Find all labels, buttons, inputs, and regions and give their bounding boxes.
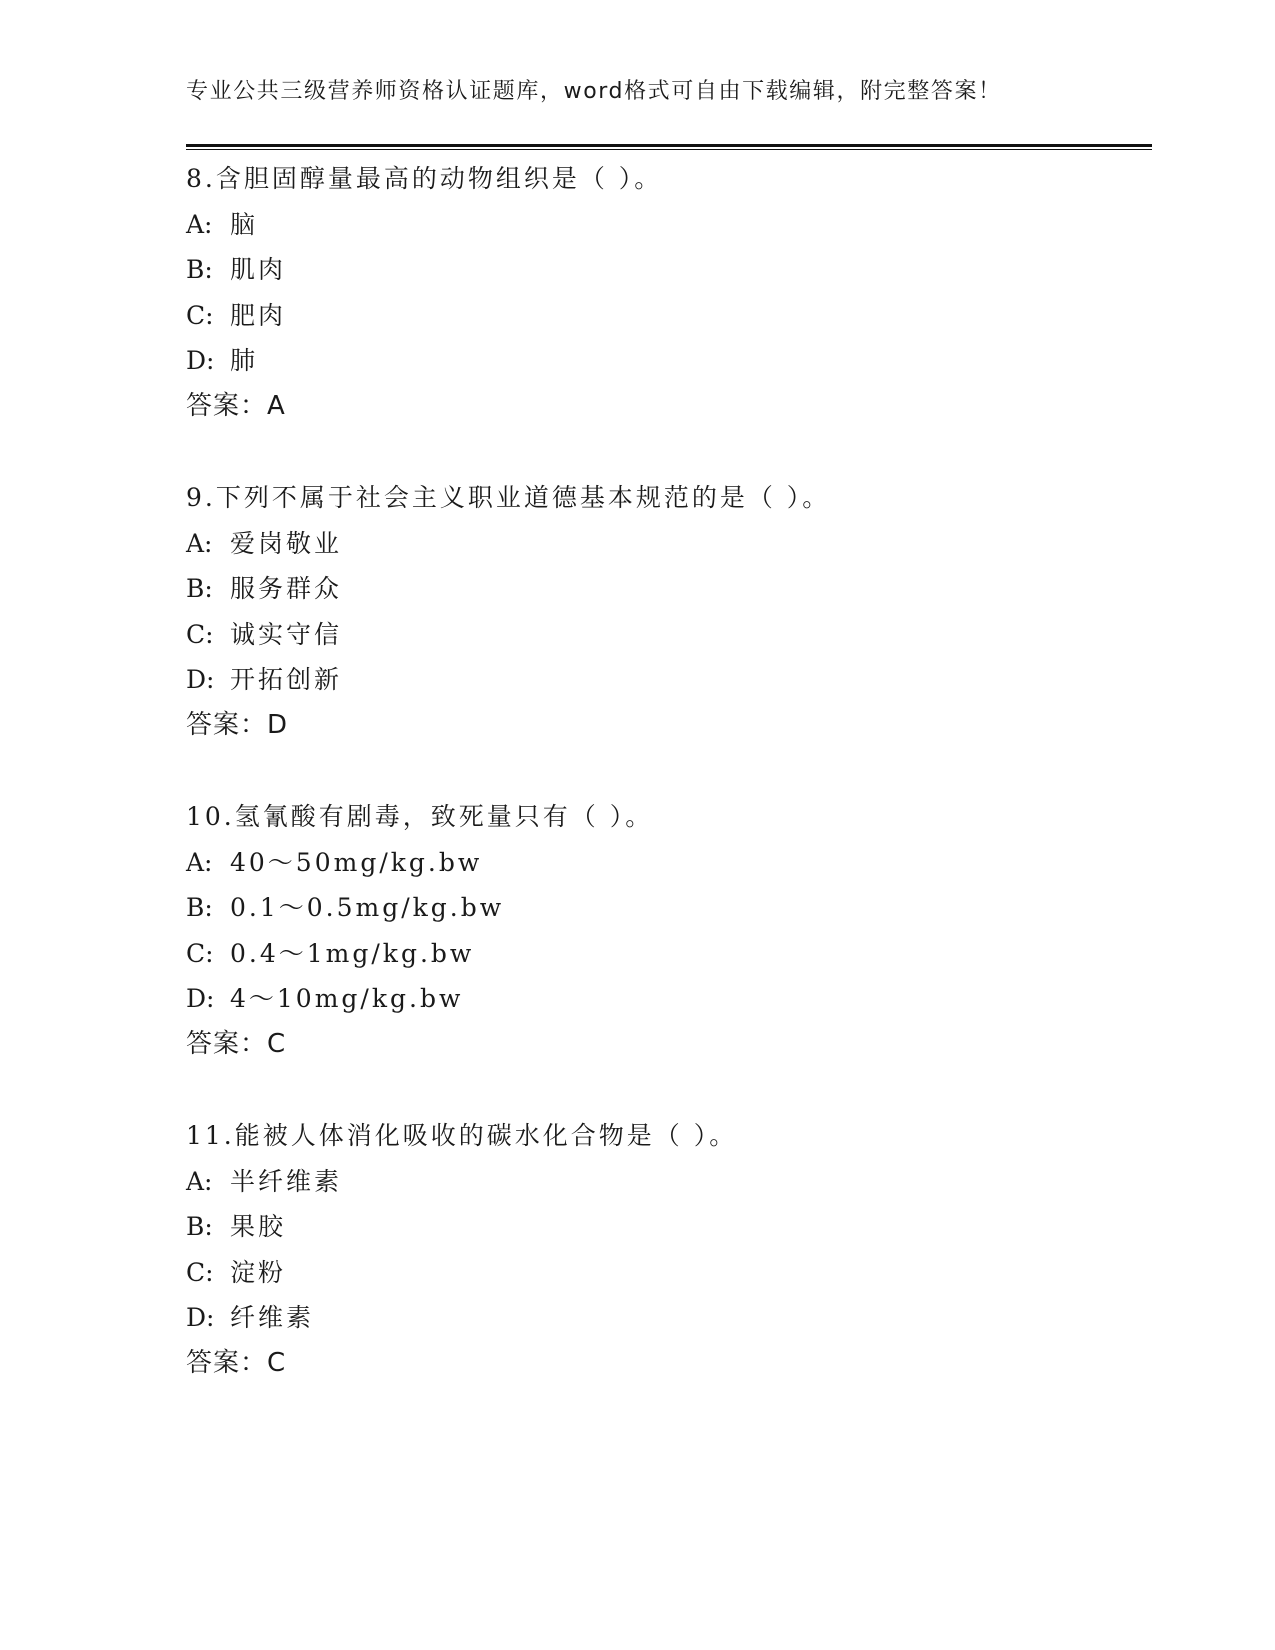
option-label: C:: [186, 619, 214, 649]
option-a: [186, 840, 1146, 886]
option-label: A:: [186, 209, 213, 239]
option-text: 0.1～0.5mg/kg.bw: [230, 893, 505, 922]
option-text: 纤维素: [230, 1303, 315, 1332]
option-label: C:: [186, 1257, 214, 1287]
option-text: 40～50mg/kg.bw: [230, 847, 483, 877]
option-b: [186, 885, 1146, 931]
option-text: 肺: [230, 346, 259, 375]
option-text: 果胶: [230, 1212, 287, 1241]
answer-line: 答案：D: [186, 709, 289, 740]
option-b: [186, 247, 1146, 293]
question-stem: 8.含胆固醇量最高的动物组织是（ ）。: [186, 164, 663, 193]
option-b: [186, 566, 1146, 612]
option-a: [186, 202, 1146, 248]
option-c: [186, 293, 1146, 339]
option-label: D:: [186, 346, 215, 375]
option-text: 服务群众: [230, 574, 343, 603]
option-text: 肥肉: [230, 300, 287, 330]
option-text: 0.4～1mg/kg.bw: [230, 938, 475, 968]
header-rule-thick: [186, 144, 1152, 147]
page-header: 专业公共三级营养师资格认证题库，word格式可自由下载编辑，附完整答案！: [186, 79, 1002, 104]
option-text: 半纤维素: [230, 1166, 343, 1196]
question-9: [186, 475, 1146, 748]
option-text: 脑: [230, 209, 259, 239]
option-text: 诚实守信: [230, 619, 343, 649]
answer-line: 答案：C: [186, 1028, 287, 1059]
option-label: D:: [186, 1303, 215, 1332]
option-a: [186, 1159, 1146, 1205]
option-label: D:: [186, 665, 215, 694]
option-d: [186, 976, 1146, 1022]
option-text: 4～10mg/kg.bw: [230, 984, 464, 1013]
question-stem: 11.能被人体消化吸收的碳水化合物是（ ）。: [186, 1121, 738, 1150]
option-text: 肌肉: [230, 255, 287, 284]
option-c: [186, 931, 1146, 977]
question-stem: 9.下列不属于社会主义职业道德基本规范的是（ ）。: [186, 483, 831, 512]
option-label: A:: [186, 1166, 213, 1196]
option-label: C:: [186, 300, 214, 330]
answer-line: 答案：A: [186, 390, 286, 421]
option-label: D:: [186, 984, 215, 1013]
option-label: B:: [186, 574, 213, 603]
option-d: [186, 1295, 1146, 1341]
option-text: 爱岗敬业: [230, 528, 343, 558]
option-label: B:: [186, 1212, 213, 1241]
header-rule-thin: [186, 149, 1152, 150]
option-b: [186, 1204, 1146, 1250]
option-label: A:: [186, 528, 213, 558]
question-11: [186, 1113, 1146, 1386]
question-10: [186, 794, 1146, 1067]
option-text: 开拓创新: [230, 665, 343, 694]
option-d: [186, 338, 1146, 384]
option-label: A:: [186, 847, 213, 877]
question-list: [186, 156, 1146, 1432]
option-label: B:: [186, 893, 213, 922]
question-stem: 10.氢氰酸有剧毒，致死量只有（ ）。: [186, 802, 654, 831]
option-c: [186, 1250, 1146, 1296]
option-c: [186, 612, 1146, 658]
option-label: B:: [186, 255, 213, 284]
answer-line: 答案：C: [186, 1347, 287, 1378]
option-text: 淀粉: [230, 1257, 287, 1287]
option-d: [186, 657, 1146, 703]
option-a: [186, 521, 1146, 567]
question-8: [186, 156, 1146, 429]
option-label: C:: [186, 938, 214, 968]
